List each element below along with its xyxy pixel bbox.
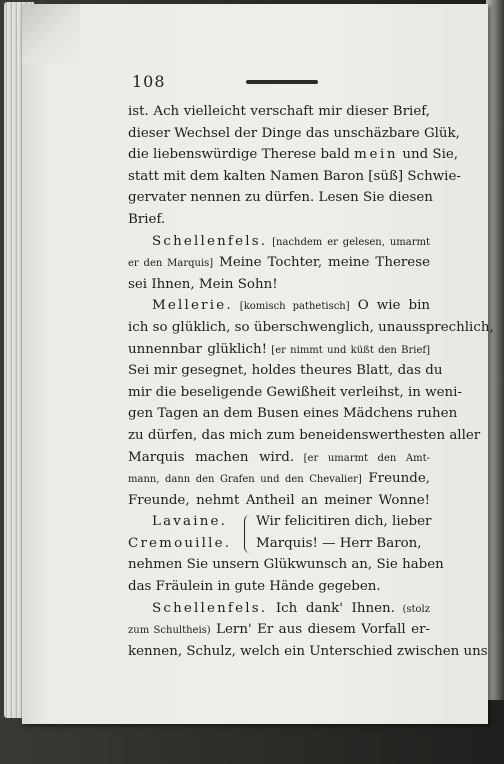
duo-text: Marquis! — Herr Baron, xyxy=(256,535,422,551)
stage-direction: [er umarmt den Amt- xyxy=(294,452,430,464)
text-line: Freunde, nehmt Antheil an meiner Wonne! xyxy=(128,492,430,508)
text-line: gen Tagen an dem Busen eines Mädchens ruhen xyxy=(128,406,458,422)
text-line: das Fräulein in gute Hände gegeben. xyxy=(128,579,381,595)
speaker-line: Schellenfels. Ich dank' Ihnen. (stolz xyxy=(152,600,430,616)
text-line: ich so glüklich, so überschwenglich, unaussprechlich, xyxy=(128,319,494,335)
header-rule xyxy=(246,80,318,84)
text-line: sei Ihnen, Mein Sohn! xyxy=(128,276,278,292)
duo-line xyxy=(128,511,430,533)
stage-direction: [nachdem er gelesen, umarmt xyxy=(267,236,430,248)
speaker-line xyxy=(128,231,430,253)
text-line: gervater nennen zu dürfen. Lesen Sie diesen xyxy=(128,190,433,206)
speaker-name: Cremouille. xyxy=(128,535,232,551)
text-line: dieser Wechsel der Dinge das unschäzbare Glük, xyxy=(128,125,460,141)
duo-text: Wir felicitiren dich, lieber xyxy=(256,514,432,530)
text-line: ist. Ach vielleicht verschaft mir dieser Brief, xyxy=(128,104,430,119)
text-line: Sei mir gesegnet, holdes theures Blatt, das du xyxy=(128,363,443,379)
text-line: statt mit dem kalten Namen Baron [süß] Schwie- xyxy=(128,168,461,184)
next-page-edge xyxy=(486,0,504,700)
text-line: Marquis machen wird. [er umarmt den Amt- xyxy=(128,449,430,465)
text-line: die liebenswürdige Therese bald mein und Sie, xyxy=(128,147,459,163)
speaker-name: Mellerie. xyxy=(152,298,233,314)
stage-direction: mann, dann den Grafen und den Chevalier] xyxy=(128,474,362,486)
speaker-name: Schellenfels. xyxy=(152,600,268,616)
page-number: 108 xyxy=(132,72,166,91)
text-line: mann, dann den Grafen und den Chevalier] Freunde, xyxy=(128,471,431,487)
page-text xyxy=(128,101,494,662)
page-corner-fold xyxy=(22,4,80,64)
text-line: Brief. xyxy=(128,211,166,227)
stage-direction: er den Marquis] xyxy=(128,258,214,270)
speaker-name: Lavaine. xyxy=(152,514,228,530)
stage-direction: (stolz xyxy=(394,603,430,615)
duo-line xyxy=(128,533,430,555)
stage-direction: [er nimmt und küßt den Brief] xyxy=(267,344,431,356)
text-line: nehmen Sie unsern Glükwunsch an, Sie haben xyxy=(128,557,444,573)
emphasis-text: mein xyxy=(354,147,399,163)
text-line: zum Schultheis) Lern' Er aus diesem Vorfall er- xyxy=(128,622,430,638)
stage-direction: zum Schultheis) xyxy=(128,625,211,637)
speaker-name: Schellenfels. xyxy=(152,233,268,249)
speaker-line: Mellerie. [komisch pathetisch] O wie bin xyxy=(152,298,430,314)
text-line: mir die beseligende Gewißheit verleihst, in weni- xyxy=(128,384,462,400)
text-line: kennen, Schulz, welch ein Unterschied zwischen uns xyxy=(128,643,488,659)
text-line: unnennbar glüklich! [er nimmt und küßt den Brief] xyxy=(128,341,431,357)
text-line: er den Marquis] Meine Tochter, meine Therese xyxy=(128,255,431,271)
text-line: zu dürfen, das mich zum beneidenswerthesten aller xyxy=(128,427,481,443)
stage-direction: [komisch pathetisch] xyxy=(232,301,350,313)
